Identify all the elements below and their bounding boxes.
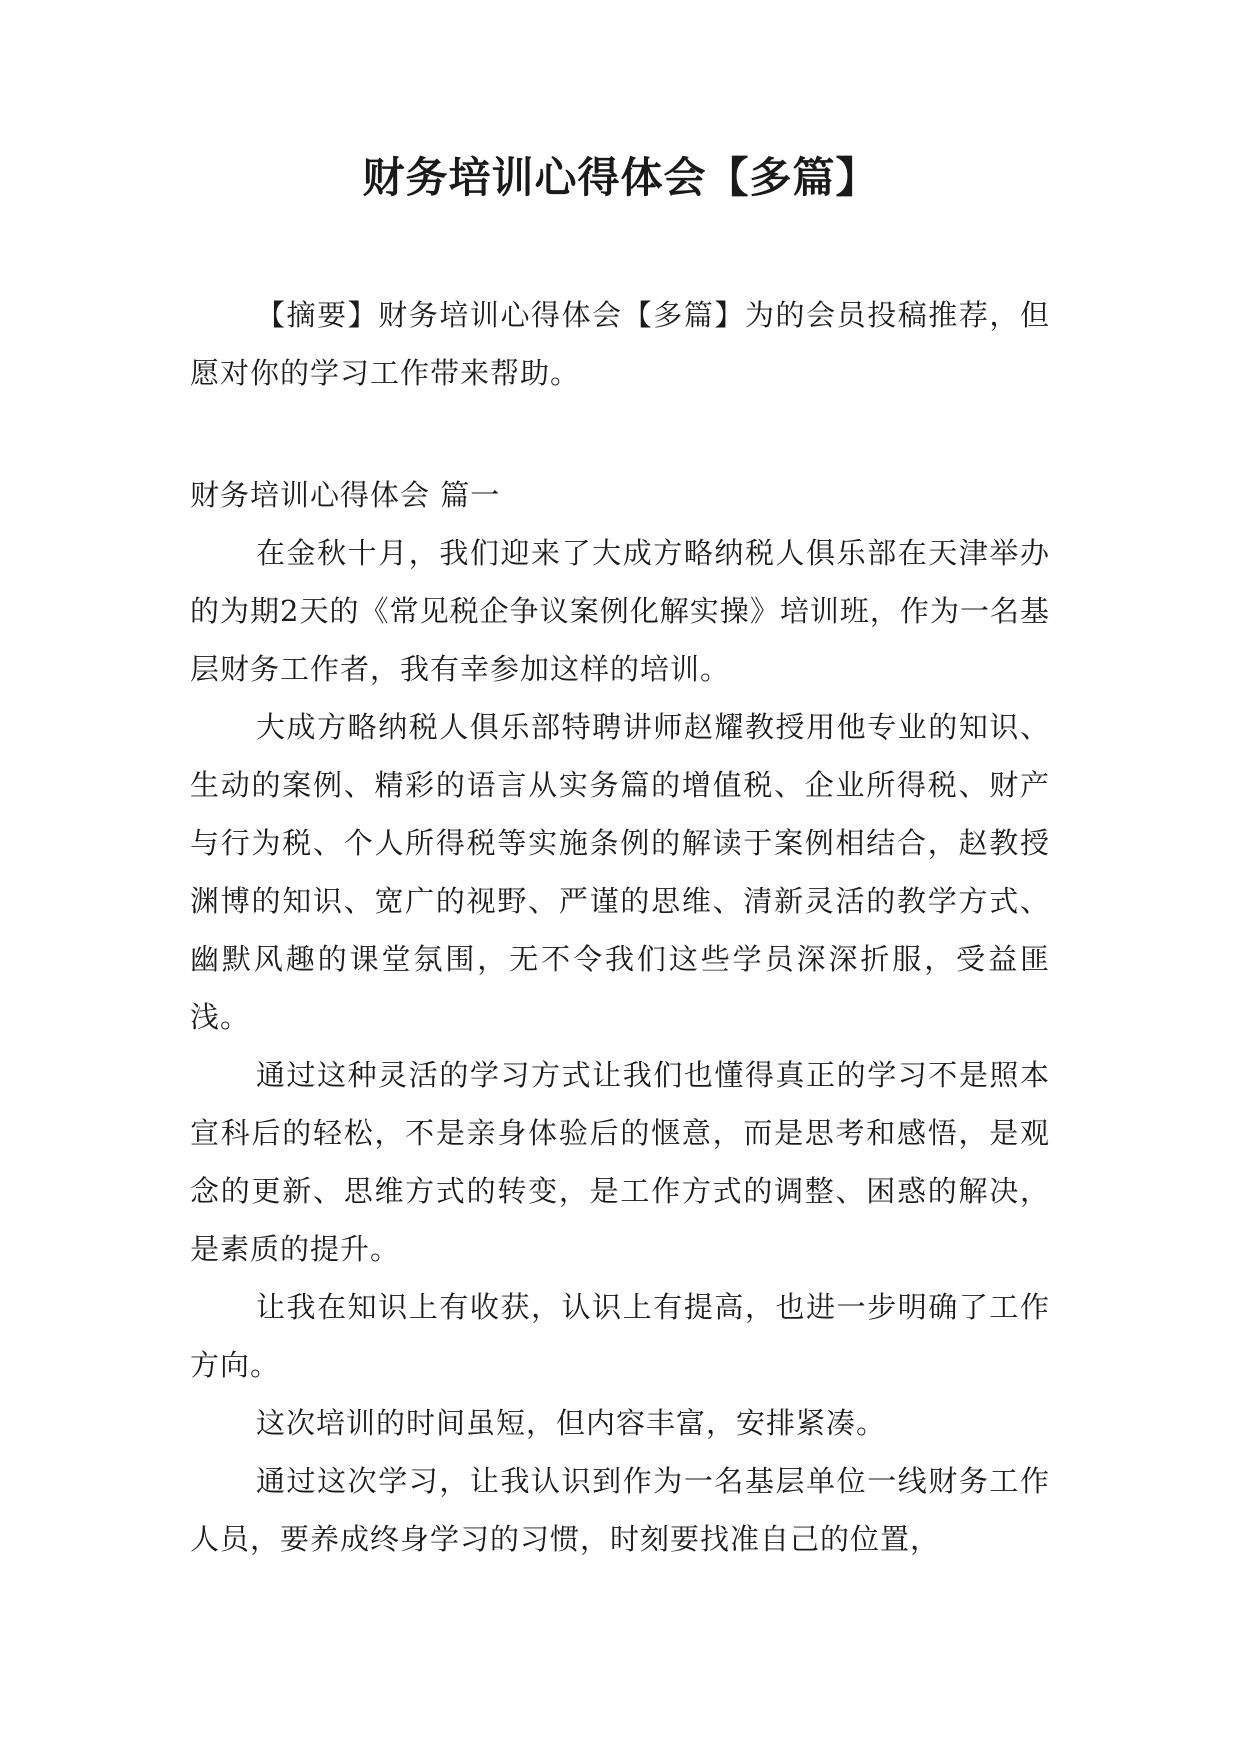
abstract-paragraph: 【摘要】财务培训心得体会【多篇】为的会员投稿推荐，但愿对你的学习工作带来帮助。: [190, 298, 1050, 390]
section-heading: 财务培训心得体会 篇一: [190, 478, 501, 512]
body-paragraph: 大成方略纳税人俱乐部特聘讲师赵耀教授用他专业的知识、生动的案例、精彩的语言从实务篇的增值税、企业所得税、财产与行为税、个人所得税等实施条例的解读于案例相结合，赵教授渊博的知识、宽广的视野、严谨的思维、清新灵活的教学方式、幽默风趣的课堂氛围，无不令我们这些学员深深折服，受益匪浅。: [190, 710, 1050, 1034]
body-paragraph: 通过这种灵活的学习方式让我们也懂得真正的学习不是照本宣科后的轻松，不是亲身体验后的惬意，而是思考和感悟，是观念的更新、思维方式的转变，是工作方式的调整、困惑的解决，是素质的提升。: [190, 1058, 1050, 1266]
section-content: [190, 524, 1050, 1568]
body-paragraph: 这次培训的时间虽短，但内容丰富，安排紧凑。: [256, 1406, 887, 1440]
body-paragraph: 通过这次学习，让我认识到作为一名基层单位一线财务工作人员，要养成终身学习的习惯，时刻要找准自己的位置，: [190, 1464, 1050, 1556]
document-title: 财务培训心得体会【多篇】: [362, 153, 879, 202]
body-paragraph: 让我在知识上有收获，认识上有提高，也进一步明确了工作方向。: [190, 1290, 1050, 1382]
body-paragraph: 在金秋十月，我们迎来了大成方略纳税人俱乐部在天津举办的为期2天的《常见税企争议案例化解实操》培训班，作为一名基层财务工作者，我有幸参加这样的培训。: [190, 536, 1050, 686]
